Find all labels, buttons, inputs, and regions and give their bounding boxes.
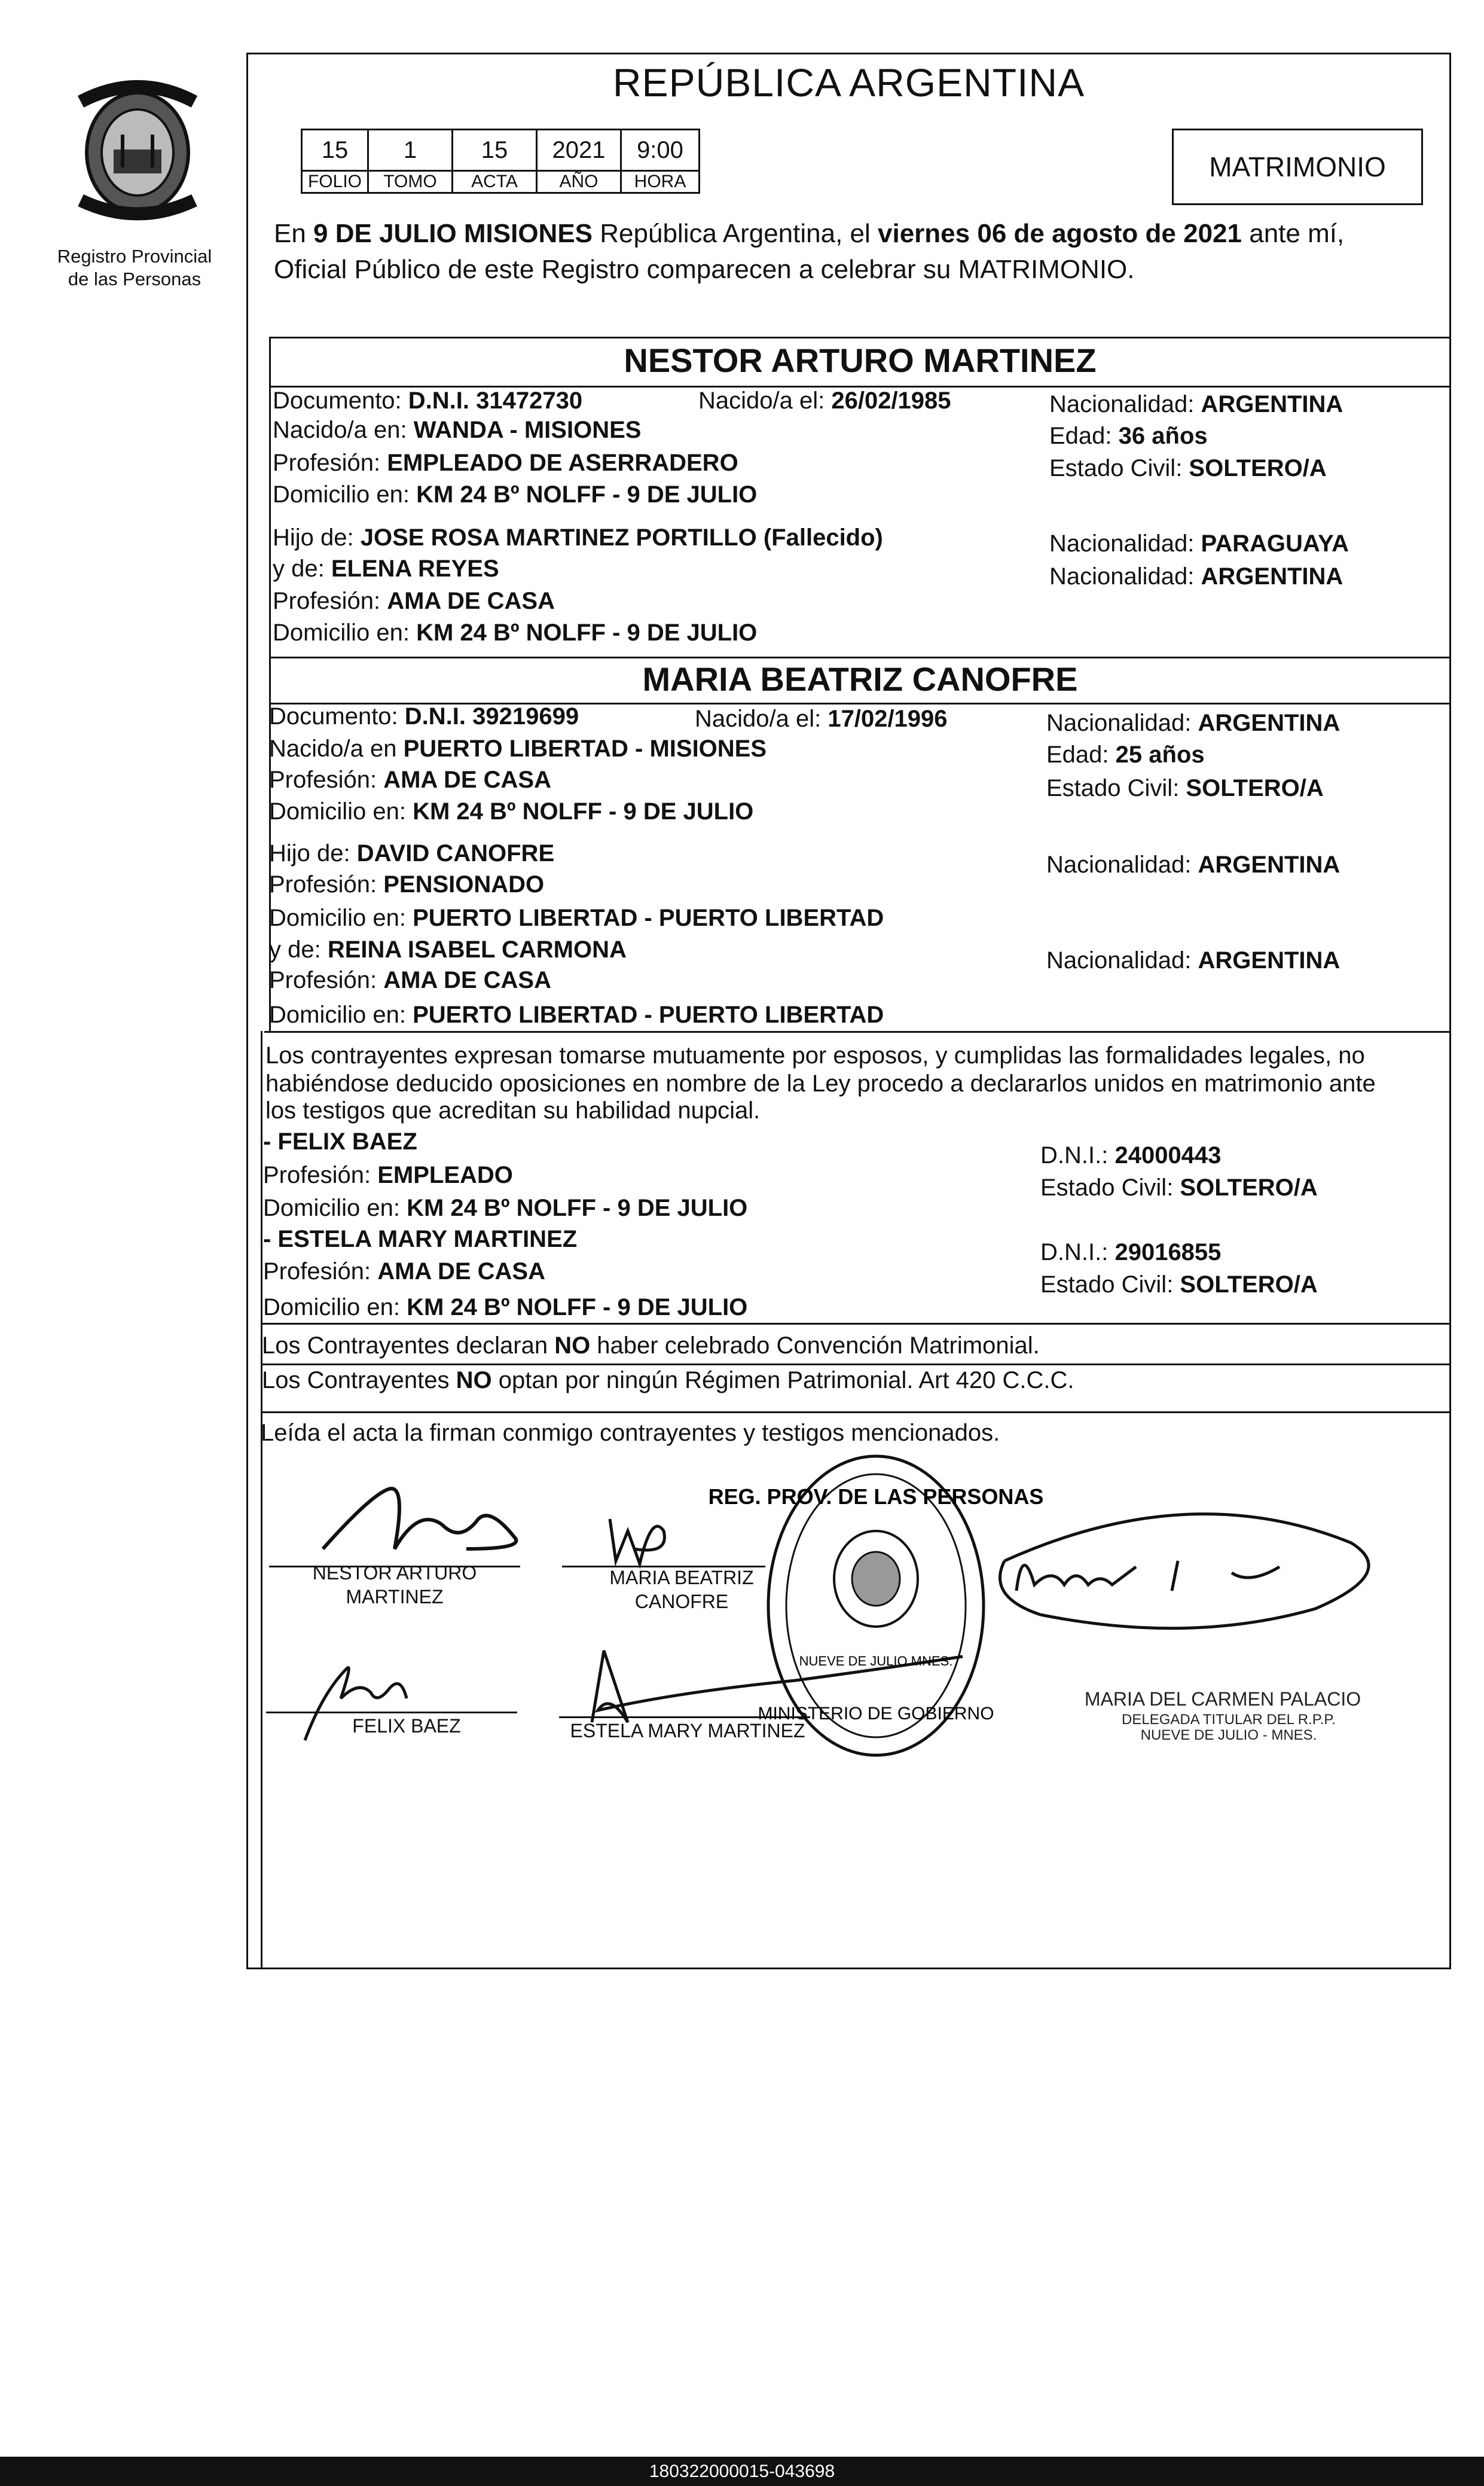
frame-left-edge bbox=[269, 337, 271, 1031]
value: AMA DE CASA bbox=[383, 767, 551, 793]
value: EMPLEADO bbox=[377, 1162, 513, 1188]
witness2-signature-caption: ESTELA MARY MARTINEZ bbox=[570, 1720, 805, 1741]
label: Profesión: bbox=[263, 1258, 378, 1285]
document-barcode-footer bbox=[0, 2457, 1484, 2486]
label: Nacionalidad: bbox=[1049, 563, 1201, 590]
value: PARAGUAYA bbox=[1201, 530, 1349, 557]
label: Domicilio en: bbox=[273, 481, 417, 508]
value: KM 24 Bº NOLFF - 9 DE JULIO bbox=[416, 481, 758, 508]
bride-document bbox=[269, 703, 579, 730]
stamp-outer-text: REG. PROV. DE LAS PERSONAS bbox=[708, 1484, 1044, 1509]
label: Nacido/a en: bbox=[273, 417, 414, 443]
groom-born-place bbox=[273, 417, 641, 444]
value: ARGENTINA bbox=[1198, 947, 1341, 974]
label: Estado Civil: bbox=[1046, 775, 1186, 801]
witness2-name: - ESTELA MARY MARTINEZ bbox=[263, 1226, 578, 1252]
province-seal-logo bbox=[57, 78, 218, 221]
value: 26/02/1985 bbox=[831, 388, 951, 414]
divider bbox=[261, 1323, 1451, 1325]
value: 29016855 bbox=[1114, 1239, 1222, 1265]
value: WANDA - MISIONES bbox=[413, 417, 642, 443]
label: y de: bbox=[269, 937, 328, 963]
value: D.N.I. 39219699 bbox=[404, 703, 579, 730]
acta-label: ACTA bbox=[453, 171, 537, 193]
witness1-signature-line bbox=[266, 1712, 517, 1713]
tomo-label: TOMO bbox=[368, 171, 453, 193]
divider bbox=[269, 657, 1451, 658]
witness1-civil-status bbox=[1040, 1175, 1318, 1201]
bride-age bbox=[1046, 742, 1205, 768]
label: Profesión: bbox=[269, 871, 384, 898]
bride-born-place bbox=[269, 736, 767, 762]
value: KM 24 Bº NOLFF - 9 DE JULIO bbox=[407, 1195, 748, 1221]
groom-address bbox=[273, 481, 757, 508]
record-type: MATRIMONIO bbox=[1209, 151, 1386, 182]
bride-profession bbox=[269, 767, 551, 794]
logo-caption-line2: de las Personas bbox=[68, 269, 201, 289]
label: Edad: bbox=[1046, 742, 1116, 768]
intro-line2: Oficial Público de este Registro comparecen a celebrar su MATRIMONIO. bbox=[274, 255, 1135, 284]
divider bbox=[269, 337, 1451, 338]
declaration-line2: habiéndose deducido oposiciones en nombre de la Ley procedo a declararlos unidos en matrimonio ante bbox=[265, 1070, 1376, 1097]
value: ARGENTINA bbox=[1201, 391, 1343, 417]
intro-date: viernes 06 de agosto de 2021 bbox=[878, 219, 1242, 248]
witness1-dni bbox=[1040, 1142, 1221, 1169]
label: Domicilio en: bbox=[263, 1195, 407, 1221]
logo-caption-line1: Registro Provincial bbox=[57, 246, 212, 267]
label: Profesión: bbox=[273, 450, 387, 476]
groom-signature-caption bbox=[287, 1561, 502, 1609]
value: KM 24 Bº NOLFF - 9 DE JULIO bbox=[413, 798, 754, 825]
document-code: 180322000015-043698 bbox=[649, 2461, 835, 2481]
bride-nationality bbox=[1046, 710, 1340, 737]
label: Nacido/a en bbox=[269, 736, 404, 762]
value: ELENA REYES bbox=[331, 556, 499, 582]
label: Domicilio en: bbox=[269, 905, 413, 931]
bride-mother-nationality bbox=[1046, 947, 1340, 974]
official-title-line1: DELEGADA TITULAR DEL R.P.P. bbox=[1122, 1712, 1336, 1728]
hora-value: 9:00 bbox=[621, 130, 700, 171]
bride-father-profession bbox=[269, 871, 544, 898]
label: Documento: bbox=[273, 388, 408, 414]
divider bbox=[261, 1411, 1451, 1413]
official-signature bbox=[981, 1495, 1399, 1651]
label: Domicilio en: bbox=[263, 1294, 407, 1320]
bride-father bbox=[269, 840, 554, 867]
intro-place: 9 DE JULIO MISIONES bbox=[313, 219, 593, 248]
label: D.N.I.: bbox=[1040, 1239, 1115, 1265]
record-type-box bbox=[1172, 129, 1423, 205]
acta-value: 15 bbox=[453, 130, 537, 171]
declaration-line1: Los contrayentes expresan tomarse mutuamente por esposos, y cumplidas las formalidades legales, no bbox=[265, 1042, 1365, 1069]
label: Nacionalidad: bbox=[1046, 710, 1198, 736]
label: Nacionalidad: bbox=[1046, 947, 1198, 974]
witness1-profession bbox=[263, 1162, 513, 1189]
label: Nacido/a el: bbox=[698, 388, 832, 414]
text: Los Contrayentes declaran bbox=[262, 1332, 555, 1359]
groom-mother-profession bbox=[273, 588, 555, 615]
bride-mother-profession bbox=[269, 967, 551, 994]
witness1-name: - FELIX BAEZ bbox=[263, 1128, 417, 1155]
folio-label: FOLIO bbox=[302, 171, 368, 193]
stamp-bottom-text: MINISTERIO DE GOBIERNO bbox=[758, 1704, 994, 1724]
groom-civil-status bbox=[1049, 455, 1327, 482]
divider bbox=[261, 1364, 1451, 1365]
witness2-profession bbox=[263, 1258, 545, 1285]
value: PUERTO LIBERTAD - MISIONES bbox=[403, 736, 767, 762]
bride-father-address bbox=[269, 905, 884, 932]
registry-stamp bbox=[708, 1450, 1044, 1761]
stamp-inner-text: NUEVE DE JULIO MNES. bbox=[799, 1654, 953, 1668]
value: 17/02/1996 bbox=[828, 706, 948, 732]
value: PUERTO LIBERTAD - PUERTO LIBERTAD bbox=[413, 905, 884, 931]
bride-born-date bbox=[695, 706, 948, 733]
value: REINA ISABEL CARMONA bbox=[327, 937, 627, 963]
label: Domicilio en: bbox=[269, 798, 413, 825]
label: Domicilio en: bbox=[269, 1002, 413, 1028]
groom-signature bbox=[299, 1471, 538, 1573]
hora-label: HORA bbox=[621, 171, 700, 193]
frame-left-edge bbox=[261, 1031, 262, 1969]
bride-signature-caption bbox=[586, 1566, 777, 1613]
agreement-line2 bbox=[262, 1367, 1074, 1394]
label: Hijo de: bbox=[273, 524, 361, 551]
emphasis: NO bbox=[554, 1332, 591, 1359]
value: ARGENTINA bbox=[1198, 710, 1341, 736]
bride-mother-address bbox=[269, 1002, 884, 1029]
bride-mother bbox=[269, 937, 627, 963]
agreement-line1 bbox=[262, 1332, 1040, 1359]
declaration-line3: los testigos que acreditan su habilidad nupcial. bbox=[265, 1097, 761, 1124]
text: optan por ningún Régimen Patrimonial. Art 420 C.C.C. bbox=[491, 1367, 1074, 1393]
label: Edad: bbox=[1049, 423, 1119, 449]
value: KM 24 Bº NOLFF - 9 DE JULIO bbox=[407, 1294, 748, 1320]
witness1-address bbox=[263, 1195, 747, 1222]
official-name: MARIA DEL CARMEN PALACIO bbox=[1084, 1688, 1361, 1710]
anio-label: AÑO bbox=[537, 171, 621, 193]
folio-value: 15 bbox=[302, 130, 368, 171]
closing-statement: Leída el acta la firman conmigo contrayentes y testigos mencionados. bbox=[261, 1420, 1000, 1446]
groom-father-nationality bbox=[1049, 530, 1349, 557]
label: Hijo de: bbox=[269, 840, 357, 867]
label: Nacido/a el: bbox=[695, 706, 828, 732]
anio-value: 2021 bbox=[537, 130, 621, 171]
witness2-civil-status bbox=[1040, 1271, 1318, 1298]
label: Estado Civil: bbox=[1049, 455, 1189, 481]
caption-line: CANOFRE bbox=[634, 1591, 729, 1612]
official-title-line2: NUEVE DE JULIO - MNES. bbox=[1140, 1727, 1317, 1743]
acta-reference-table bbox=[301, 129, 700, 194]
value: PENSIONADO bbox=[383, 871, 545, 898]
label: Estado Civil: bbox=[1040, 1175, 1180, 1201]
value: JOSE ROSA MARTINEZ PORTILLO (Fallecido) bbox=[360, 524, 883, 551]
value: AMA DE CASA bbox=[387, 588, 555, 614]
witness1-signature-caption: FELIX BAEZ bbox=[352, 1715, 461, 1737]
witness2-dni bbox=[1040, 1239, 1221, 1266]
value: SOLTERO/A bbox=[1186, 775, 1324, 801]
groom-profession bbox=[273, 450, 738, 477]
value: AMA DE CASA bbox=[377, 1258, 545, 1285]
bride-address bbox=[269, 798, 753, 825]
label: Nacionalidad: bbox=[1049, 391, 1201, 417]
groom-mother bbox=[273, 556, 499, 582]
text: Los Contrayentes bbox=[262, 1367, 456, 1393]
value: ARGENTINA bbox=[1201, 563, 1343, 590]
value: SOLTERO/A bbox=[1180, 1271, 1318, 1298]
label: y de: bbox=[273, 556, 331, 582]
label: Nacionalidad: bbox=[1046, 852, 1198, 878]
value: SOLTERO/A bbox=[1180, 1175, 1318, 1201]
bride-father-nationality bbox=[1046, 852, 1340, 879]
logo-caption bbox=[36, 245, 233, 291]
groom-born-date bbox=[698, 388, 951, 414]
value: SOLTERO/A bbox=[1189, 455, 1327, 481]
label: Nacionalidad: bbox=[1049, 530, 1201, 557]
text: haber celebrado Convención Matrimonial. bbox=[590, 1332, 1040, 1359]
value: AMA DE CASA bbox=[383, 967, 551, 993]
label: Profesión: bbox=[273, 588, 387, 614]
label: Profesión: bbox=[263, 1162, 378, 1188]
groom-document bbox=[273, 388, 582, 414]
value: 24000443 bbox=[1114, 1142, 1222, 1169]
intro-p3: ante mí, bbox=[1242, 219, 1345, 248]
groom-mother-nationality bbox=[1049, 563, 1343, 590]
tomo-value: 1 bbox=[368, 130, 453, 171]
bride-name: MARIA BEATRIZ CANOFRE bbox=[642, 660, 1078, 698]
value: 36 años bbox=[1118, 423, 1208, 449]
bride-civil-status bbox=[1046, 775, 1324, 802]
intro-p2: República Argentina, el bbox=[593, 219, 878, 248]
groom-nationality bbox=[1049, 391, 1343, 418]
value: D.N.I. 31472730 bbox=[408, 388, 583, 414]
value: ARGENTINA bbox=[1198, 852, 1341, 878]
label: Profesión: bbox=[269, 967, 384, 993]
page-title: REPÚBLICA ARGENTINA bbox=[612, 60, 1085, 105]
groom-age bbox=[1049, 423, 1208, 450]
divider bbox=[264, 1031, 1451, 1033]
value: 25 años bbox=[1115, 742, 1205, 768]
value: EMPLEADO DE ASERRADERO bbox=[387, 450, 738, 476]
witness2-address bbox=[263, 1294, 747, 1321]
intro-line1 bbox=[274, 216, 1446, 251]
value: KM 24 Bº NOLFF - 9 DE JULIO bbox=[416, 620, 758, 646]
groom-parents-address bbox=[273, 620, 757, 646]
label: D.N.I.: bbox=[1040, 1142, 1115, 1169]
value: DAVID CANOFRE bbox=[356, 840, 555, 867]
label: Domicilio en: bbox=[273, 620, 417, 646]
label: Documento: bbox=[269, 703, 405, 730]
label: Profesión: bbox=[269, 767, 384, 793]
label: Estado Civil: bbox=[1040, 1271, 1180, 1298]
intro-p1: En bbox=[274, 219, 314, 248]
value: PUERTO LIBERTAD - PUERTO LIBERTAD bbox=[413, 1002, 884, 1028]
groom-father bbox=[273, 524, 883, 551]
caption-line: MARTINEZ bbox=[346, 1586, 444, 1607]
groom-name: NESTOR ARTURO MARTINEZ bbox=[624, 341, 1097, 379]
caption-line: NESTOR ARTURO bbox=[312, 1562, 477, 1584]
emphasis: NO bbox=[456, 1367, 492, 1393]
caption-line: MARIA BEATRIZ bbox=[609, 1567, 754, 1588]
